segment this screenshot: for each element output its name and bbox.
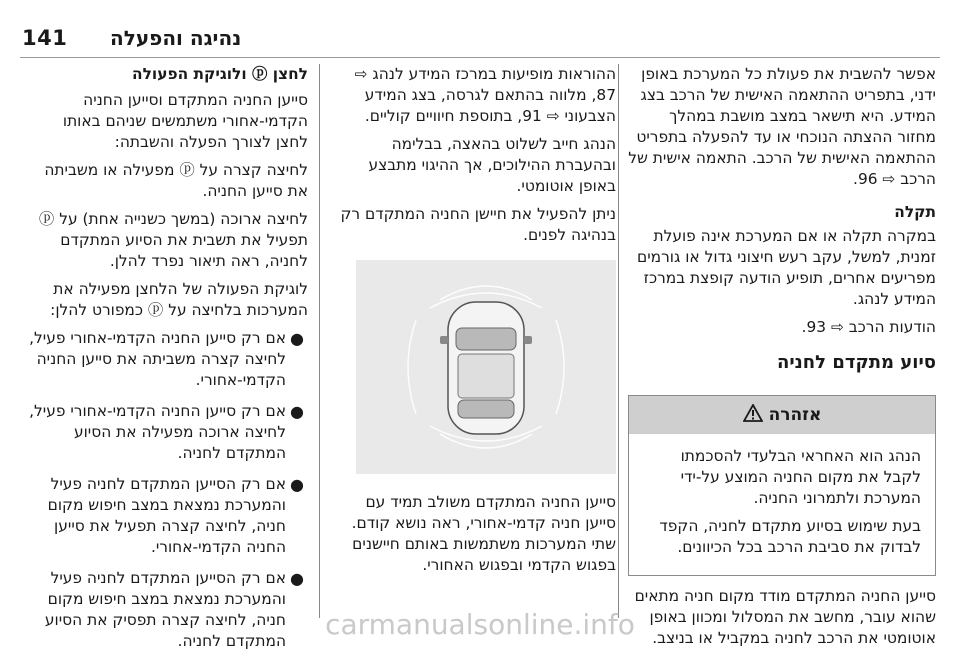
bullet-icon: ● [290, 329, 304, 348]
fault-title: תקלה [894, 203, 936, 221]
chapter-title: נהיגה והפעלה [110, 26, 242, 50]
warning-header [629, 396, 935, 434]
header-rule [20, 57, 940, 58]
list-item: ● אם רק סייען החניה הקדמי-אחורי פעיל, לחיצה ארוכה מפעילה את הסיוע המתקדם לחניה. [29, 402, 304, 462]
page-header [0, 0, 960, 58]
column-divider-right [618, 64, 619, 618]
warning-messages-ref: הודעות הרכב ⇨ 93. [801, 318, 936, 336]
short-press-text: לחיצה קצרה על ⓟ מפעילה או משביתה את סייען החניה. [44, 161, 308, 200]
logic-bullet-list [28, 328, 308, 652]
bullet-icon: ● [290, 475, 304, 494]
car-top-view-graphic [356, 260, 616, 474]
middle-column [330, 64, 616, 583]
list-item: ● אם רק הסייען המתקדם לחניה פעיל והמערכת נמצאת במצב חיפוש מקום חניה, לחיצה קצרה תפעיל את סייען החניה הקדמי-אחורי. [47, 475, 304, 556]
list-item: ● אם רק הסייען המתקדם לחניה פעיל והמערכת נמצאת במצב חיפוש מקום חניה, לחיצה קצרה תפסיק את הסיוע המתקדם לחניה. [44, 569, 304, 650]
page-number: 141 [22, 26, 68, 50]
middle-paragraph-2: הנהג חייב לשלוט בהאצה, בבלימה ובהעברת ההילוכים, אך ההיגוי מתבצע באופן אוטומטי. [368, 135, 616, 195]
middle-paragraph-1: ההוראות מופיעות במרכז המידע לנהג ⇨ 87, מלווה בהתאם לגרסה, בצג המידע הצבעוני ⇨ 91, בתוספת חיוויים קוליים. [354, 65, 616, 125]
parking-sensor-illustration [356, 260, 616, 474]
warning-triangle-icon [743, 398, 763, 436]
warning-title: אזהרה [768, 405, 822, 425]
intro-paragraph: אפשר להשבית את פעולת כל המערכת באופן ידני, בתפריט ההתאמה האישית של הרכב בצג המידע. היא תישאר במצב מושבת במהלך מחזור ההצתה הנוכחי או עד להפעלה בתפריט ההתאמה האישית של הרכב. התאמה אישית של הרכב ⇨ 96. [628, 65, 936, 188]
logic-intro-text: לוגיקת הפעולה של הלחצן מפעילה את המערכות בלחיצה על ⓟ כמפורט להלן: [50, 280, 308, 319]
bullet-icon: ● [290, 402, 304, 421]
car-icon [440, 302, 532, 434]
middle-paragraph-3: ניתן להפעיל את חיישן החניה המתקדם רק בנהיגה לפנים. [340, 205, 616, 244]
fault-paragraph: במקרה תקלה או אם המערכת אינה פועלת זמנית, למשל, עקב רעש חיצוני גדול או גורמים מפריעים אחרים, תופיע הודעה קופצת במרכז המידע לנהג. [637, 227, 936, 308]
bullet-icon: ● [290, 569, 304, 588]
list-item: ● אם רק סייען החניה הקדמי-אחורי פעיל, לחיצה קצרה משביתה את סייען החניה הקדמי-אחורי. [29, 329, 304, 389]
warning-box [628, 395, 936, 576]
warning-paragraph-1: הנהג הוא האחראי הבלעדי להסכמתו לקבל את מקום החניה המוצע על-ידי המערכת ולתמרוני החניה. [680, 447, 921, 507]
middle-paragraph-4: סייען החניה המתקדם משולב תמיד עם סייען חניה קדמי-אחורי, ראה נושא קודם. שתי המערכות משתמשות באותם חיישנים בפגוש הקדמי ובפגוש האחורי. [351, 493, 616, 574]
section-heading: סיוע מתקדם לחניה [776, 352, 936, 373]
button-logic-intro: סייען החניה המתקדם וסייען החניה הקדמי-אחורי משתמשים שניהם באותו לחצן לצורך הפעלה והשבתה: [62, 91, 308, 151]
watermark: carmanualsonline.info [325, 608, 635, 641]
long-press-text: לחיצה ארוכה (במשך כשנייה אחת) על ⓟ תפעיל את תשבית את הסיוע המתקדם לחניה, ראה תיאור נפרד להלן. [38, 210, 308, 270]
left-column [28, 64, 308, 662]
warning-body [629, 434, 935, 575]
column-divider-left [319, 64, 320, 618]
right-column [628, 64, 936, 656]
warning-paragraph-2: בעת שימוש בסיוע מתקדם לחניה, הקפד לבדוק את סביבת הרכב בכל הכיוונים. [659, 517, 921, 556]
button-logic-title: לחצן ⓟ ולוגיקת הפעולה [132, 65, 308, 83]
closing-paragraph: סייען החניה המתקדם מודד מקום חניה מתאים שהוא עובר, מחשב את המסלול ומכוון באופן אוטומטי את הרכב לחניה במקביל או בניצב. [634, 587, 936, 647]
